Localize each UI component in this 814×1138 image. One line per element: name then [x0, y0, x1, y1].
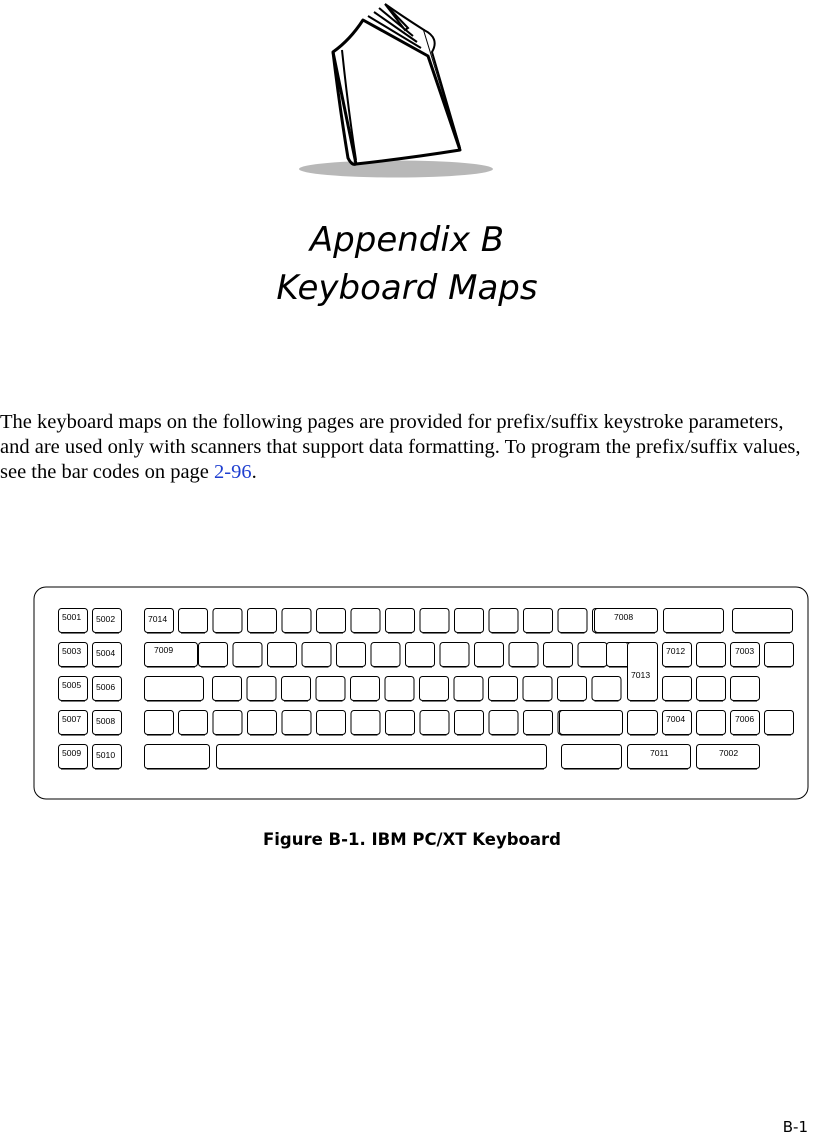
key-5003	[59, 643, 88, 668]
key	[697, 677, 726, 702]
key	[560, 711, 623, 736]
key-7011	[628, 745, 691, 770]
key-7004	[663, 711, 692, 736]
key	[233, 643, 262, 668]
key	[558, 609, 587, 634]
key	[454, 677, 483, 702]
key	[282, 677, 311, 702]
key	[268, 643, 297, 668]
key	[317, 711, 346, 736]
key-label: 7009	[154, 645, 174, 655]
intro-text-end: .	[251, 461, 257, 483]
spacebar-key	[217, 745, 547, 770]
key	[213, 677, 242, 702]
page-link[interactable]: 2-96	[214, 461, 252, 483]
key-5009	[59, 745, 88, 770]
book-icon	[290, 0, 500, 182]
key	[440, 643, 469, 668]
key	[179, 711, 208, 736]
key	[337, 643, 366, 668]
keyboard-figure	[33, 586, 810, 801]
key-label: 5005	[62, 680, 82, 690]
key-label: 7002	[719, 748, 739, 758]
key-5001	[59, 609, 88, 634]
key-label: 7008	[614, 612, 634, 622]
key-label: 7013	[631, 670, 651, 680]
key	[524, 609, 553, 634]
key-label: 5003	[62, 646, 82, 656]
key-label: 5004	[96, 648, 116, 658]
key-label: 5001	[62, 612, 82, 622]
key-label: 5002	[96, 614, 116, 624]
key	[509, 643, 538, 668]
key	[385, 677, 414, 702]
key-label: 5008	[96, 716, 116, 726]
key	[475, 643, 504, 668]
key	[697, 711, 726, 736]
key	[351, 609, 380, 634]
key	[247, 677, 276, 702]
key-label: 7014	[148, 614, 168, 624]
key	[455, 711, 484, 736]
key-5004	[93, 643, 122, 668]
key	[179, 609, 208, 634]
key	[145, 711, 174, 736]
key	[386, 609, 415, 634]
key	[351, 677, 380, 702]
key	[213, 711, 242, 736]
key-label: 7006	[735, 714, 755, 724]
key	[455, 609, 484, 634]
key	[420, 677, 449, 702]
key	[697, 643, 726, 668]
key	[524, 711, 553, 736]
key-label: 7011	[650, 748, 669, 758]
key	[316, 677, 345, 702]
key	[420, 609, 449, 634]
key	[592, 677, 621, 702]
key	[489, 711, 518, 736]
key-7006	[731, 711, 760, 736]
key	[199, 643, 228, 668]
key	[213, 609, 242, 634]
key	[406, 643, 435, 668]
key-5010	[93, 745, 122, 770]
key	[302, 643, 331, 668]
key	[248, 711, 277, 736]
key-7008	[595, 609, 658, 634]
key	[386, 711, 415, 736]
key-label: 5006	[96, 682, 116, 692]
key-7009	[145, 643, 198, 668]
key	[578, 643, 607, 668]
key	[628, 711, 658, 736]
key	[523, 677, 552, 702]
key	[317, 609, 346, 634]
key-7013	[628, 643, 658, 702]
key	[765, 711, 794, 736]
key	[664, 609, 724, 634]
key	[371, 643, 400, 668]
intro-text: The keyboard maps on the following pages are provided for prefix/suffix keystroke parameters, and are used only with scanners that support data formatting. To program the prefix/suffix values, see the bar codes on page	[0, 411, 801, 483]
figure-caption: Figure B-1. IBM PC/XT Keyboard	[263, 830, 561, 849]
key	[489, 677, 518, 702]
key	[145, 677, 204, 702]
key	[282, 609, 311, 634]
key	[544, 643, 573, 668]
key-7003	[731, 643, 760, 668]
key	[765, 643, 794, 668]
key-label: 7004	[666, 714, 686, 724]
key-label: 7003	[735, 646, 755, 656]
key	[489, 609, 518, 634]
key	[248, 609, 277, 634]
key	[562, 745, 622, 770]
key-5006	[93, 677, 122, 702]
key-5007	[59, 711, 88, 736]
key	[145, 745, 210, 770]
key	[351, 711, 380, 736]
key-7012	[663, 643, 692, 668]
key-5005	[59, 677, 88, 702]
page-number: B-1	[782, 1118, 808, 1136]
key	[731, 677, 760, 702]
key-7014	[145, 609, 174, 634]
key-7002	[697, 745, 760, 770]
key	[663, 677, 692, 702]
appendix-title: Appendix B	[309, 220, 505, 260]
appendix-subtitle: Keyboard Maps	[276, 268, 538, 308]
key	[420, 711, 449, 736]
key-label: 7012	[666, 646, 686, 656]
key	[282, 711, 311, 736]
key	[733, 609, 793, 634]
key-5002	[93, 609, 122, 634]
key-label: 5009	[62, 748, 82, 758]
key-label: 5007	[62, 714, 82, 724]
key	[558, 677, 587, 702]
key-5008	[93, 711, 122, 736]
intro-paragraph	[0, 410, 814, 485]
key-label: 5010	[96, 750, 116, 760]
